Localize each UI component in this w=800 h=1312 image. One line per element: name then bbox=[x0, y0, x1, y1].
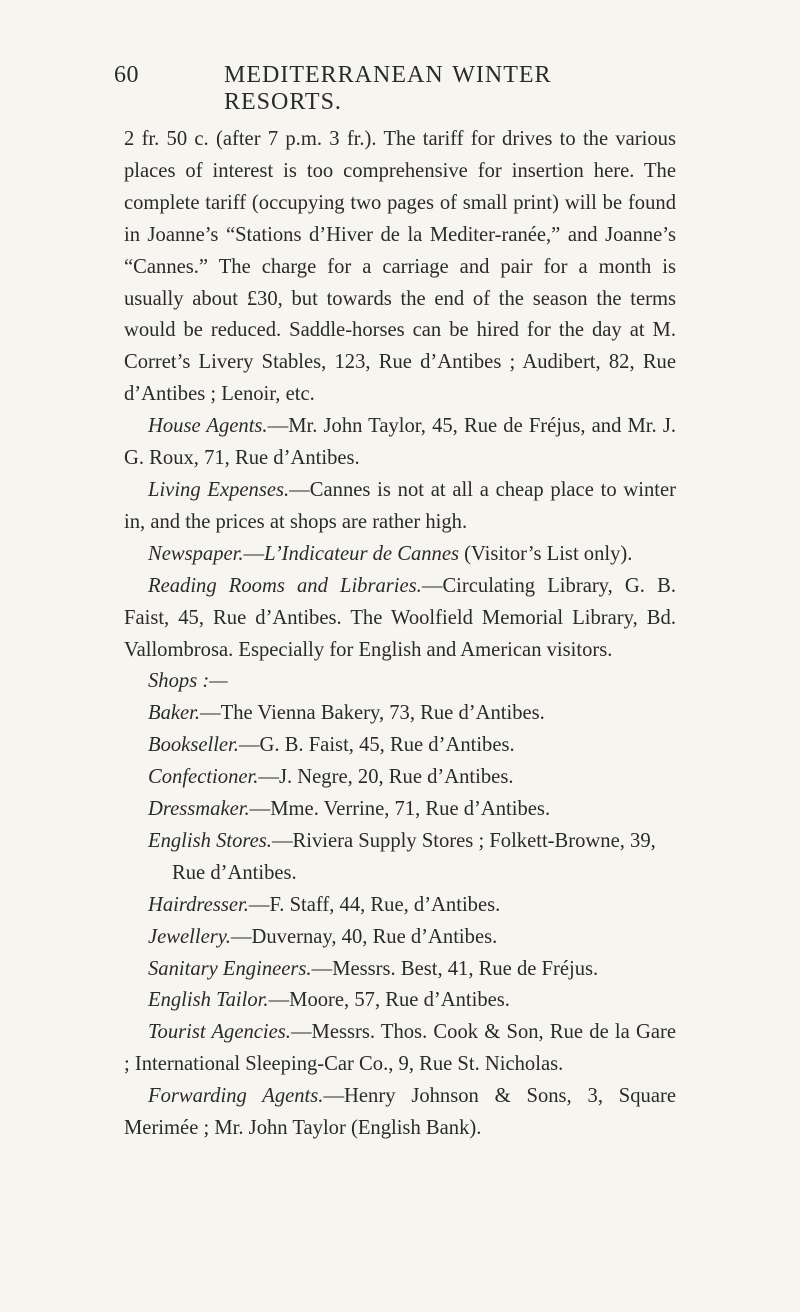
section-label: Reading Rooms and Libraries. bbox=[148, 574, 422, 597]
shop-entry bbox=[124, 922, 676, 954]
section-text: —Cannes is not at all a cheap place to winter in, and the prices at shops are rather high. bbox=[124, 478, 676, 533]
reading-rooms-paragraph bbox=[124, 571, 676, 667]
section-label: Living Expenses. bbox=[148, 478, 290, 501]
shop-entry bbox=[124, 698, 676, 730]
shop-label: Jewellery. bbox=[148, 925, 231, 948]
shop-entry bbox=[124, 985, 676, 1017]
shop-entry bbox=[124, 762, 676, 794]
shop-entry bbox=[124, 1017, 676, 1081]
shop-text: —The Vienna Bakery, 73, Rue d’Antibes. bbox=[200, 702, 545, 725]
shop-label: Confectioner. bbox=[148, 766, 259, 789]
living-expenses-paragraph bbox=[124, 475, 676, 539]
shop-text: —F. Staff, 44, Rue, d’Antibes. bbox=[248, 893, 501, 916]
shop-label: English Tailor. bbox=[148, 989, 269, 1012]
shop-entry bbox=[124, 826, 676, 890]
shop-label: Baker. bbox=[148, 702, 201, 725]
shop-label: English Stores. bbox=[148, 829, 272, 852]
shop-text: —Duvernay, 40, Rue d’Antibes. bbox=[230, 925, 498, 948]
page-body bbox=[124, 124, 676, 1145]
shop-label: Dressmaker. bbox=[148, 798, 250, 821]
section-label: House Agents. bbox=[148, 415, 268, 438]
shop-entry bbox=[124, 730, 676, 762]
shop-label: Sanitary Engineers. bbox=[148, 957, 312, 980]
shop-text: —Mme. Verrine, 71, Rue d’Antibes. bbox=[249, 798, 551, 821]
shop-entry bbox=[124, 794, 676, 826]
shop-text: —Messrs. Thos. Cook & Son, Rue de la Gare ; International Sleeping-Car Co., 9, Rue St. Nicholas. bbox=[124, 1021, 676, 1076]
shop-text: —Moore, 57, Rue d’Antibes. bbox=[268, 989, 510, 1012]
shop-label: Forwarding Agents. bbox=[148, 1085, 324, 1108]
newspaper-paragraph bbox=[124, 539, 676, 571]
shop-text: —Riviera Supply Stores ; Folkett-Browne, 39, Rue d’Antibes. bbox=[172, 829, 656, 884]
section-label: Newspaper. bbox=[148, 542, 244, 565]
running-head: MEDITERRANEAN WINTER RESORTS. bbox=[224, 62, 552, 115]
section-text: — bbox=[243, 542, 265, 565]
newspaper-title: L’Indicateur de Cannes bbox=[264, 542, 459, 565]
shop-text: —Messrs. Best, 41, Rue de Fréjus. bbox=[311, 957, 599, 980]
house-agents-paragraph bbox=[124, 411, 676, 475]
opening-paragraph: 2 fr. 50 c. (after 7 p.m. 3 fr.). The tariff for drives to the various places of interest is too comprehensive for insertion here. The complete tariff (occupying two pages of small print) will be found in Joanne’s “Stations d’Hiver de la Mediter-ranée,” and Joanne’s “Cannes.” The charge for a carriage and pair for a month is usually about £30, but towards the end of the season the terms would be reduced. Saddle-horses can be hired for the day at M. Corret’s Livery Stables, 123, Rue d’Antibes ; Audibert, 82, Rue d’Antibes ; Lenoir, etc. bbox=[124, 128, 676, 406]
shop-label: Hairdresser. bbox=[148, 893, 249, 916]
page-header bbox=[114, 62, 674, 115]
shop-entry bbox=[124, 890, 676, 922]
shop-text: —G. B. Faist, 45, Rue d’Antibes. bbox=[238, 734, 515, 757]
shop-entry bbox=[124, 954, 676, 986]
shop-entry bbox=[124, 1081, 676, 1145]
page-number: 60 bbox=[114, 62, 139, 88]
shops-heading: Shops :— bbox=[148, 670, 228, 693]
shop-label: Tourist Agencies. bbox=[148, 1021, 291, 1044]
section-text: (Visitor’s List only). bbox=[459, 542, 633, 565]
section-text: —Circulating Library, G. B. Faist, 45, Rue d’Antibes. The Woolfield Memorial Library, Bd. Vallombrosa. Especially for English and American visitors. bbox=[124, 574, 676, 661]
shop-label: Bookseller. bbox=[148, 734, 239, 757]
section-text: —Mr. John Taylor, 45, Rue de Fréjus, and Mr. J. G. Roux, 71, Rue d’Antibes. bbox=[124, 415, 676, 470]
shop-text: —Henry Johnson & Sons, 3, Square Merimée ; Mr. John Taylor (English Bank). bbox=[124, 1085, 676, 1140]
shop-text: —J. Negre, 20, Rue d’Antibes. bbox=[258, 766, 514, 789]
